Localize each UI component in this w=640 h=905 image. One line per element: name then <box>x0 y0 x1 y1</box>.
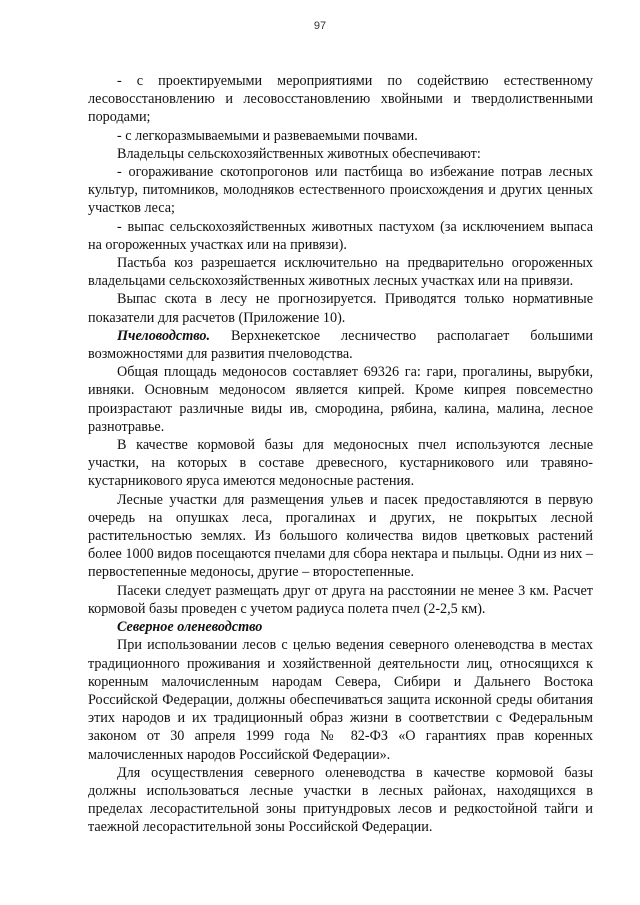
paragraph-forage-base: В качестве кормовой базы для медоносных пчел используются лесные участки, на которых в составе древесного, кустарникового или травяно-кустарникового яруса имеются медоносные растения. <box>88 437 593 490</box>
paragraph-herding: - выпас сельскохозяйственных животных пастухом (за исключением выпаса на огороженных участках или на привязи). <box>88 218 593 253</box>
page-body <box>88 72 593 837</box>
beekeeping-intro-text: Верхнекетское лесничество располагает большими возможностями для развития пчеловодства. <box>88 327 593 363</box>
paragraph-honey-plants-area: Общая площадь медоносов составляет 69326 га: гари, прогалины, вырубки, ивняки. Основным медоносом является кипрей. Кроме кипрея повсеместно произрастают различные виды ив, смородина, рябина, калина, малина, лесное разнотравье. <box>88 364 593 435</box>
paragraph-grazing-forecast: Выпас скота в лесу не прогнозируется. Приводятся только нормативные показатели для расчетов (Приложение 10). <box>88 291 593 326</box>
paragraph-owners-obligations: Владельцы сельскохозяйственных животных обеспечивают: <box>117 145 481 162</box>
paragraph-goat-grazing: Пастьба коз разрешается исключительно на предварительно огороженных владельцами сельскохозяйственных животных лесных участках или на привязи. <box>88 255 593 290</box>
paragraph-apiary-distance: Пасеки следует размещать друг от друга на расстоянии не менее 3 км. Расчет кормовой базы проведен с учетом радиуса полета пчел (2-2,5 км). <box>88 582 593 617</box>
paragraph-apiary-placement: Лесные участки для размещения ульев и пасек предоставляются в первую очередь на опушках леса, прогалинах и других, не покрытых лесной растительностью землях. Из большого количества видов цветковых растений более 1000 видов посещаются пчелами для сбора нектара и пыльцы. Одни из них – первостепенные медоносы, другие – второстепенные. <box>88 491 593 581</box>
section-heading-reindeer: Северное оленеводство <box>117 619 263 636</box>
paragraph-reforestation-restriction: - с проектируемыми мероприятиями по содействию естественному лесовосстановлению и лесовосстановлению хвойными и твердолиственными породами; <box>88 73 593 126</box>
page-number: 97 <box>313 20 327 32</box>
paragraph-soil-restriction: - с легкоразмываемыми и развеваемыми почвами. <box>117 127 418 144</box>
paragraph-reindeer-areas: Для осуществления северного оленеводства в качестве кормовой базы должны использоваться лесные участки в лесных районах, находящихся в пределах лесорастительной зоны притундровых лесов и редкостойной тайги и таежной лесорастительной зоны Российской Федерации. <box>88 764 593 836</box>
paragraph-reindeer-legal: При использовании лесов с целью ведения северного оленеводства в местах традиционного проживания и хозяйственной деятельности лиц, относящихся к коренным малочисленным народам Севера, Сибири и Дальнего Востока Российской Федерации, должны обеспечиваться защита исконной среды обитания этих народов и их традиционный образ жизни в соответствии с Федеральным законом от 30 апреля 1999 года № 82-ФЗ «О гарантиях прав коренных малочисленных народов Российской Федерации». <box>88 637 593 763</box>
beekeeping-term: Пчеловодство. <box>117 327 211 344</box>
paragraph-beekeeping-intro <box>88 327 593 363</box>
paragraph-fencing: - огораживание скотопрогонов или пастбища во избежание потрав лесных культур, питомников, молодняков естественного происхождения и других ценных участков леса; <box>88 164 593 217</box>
